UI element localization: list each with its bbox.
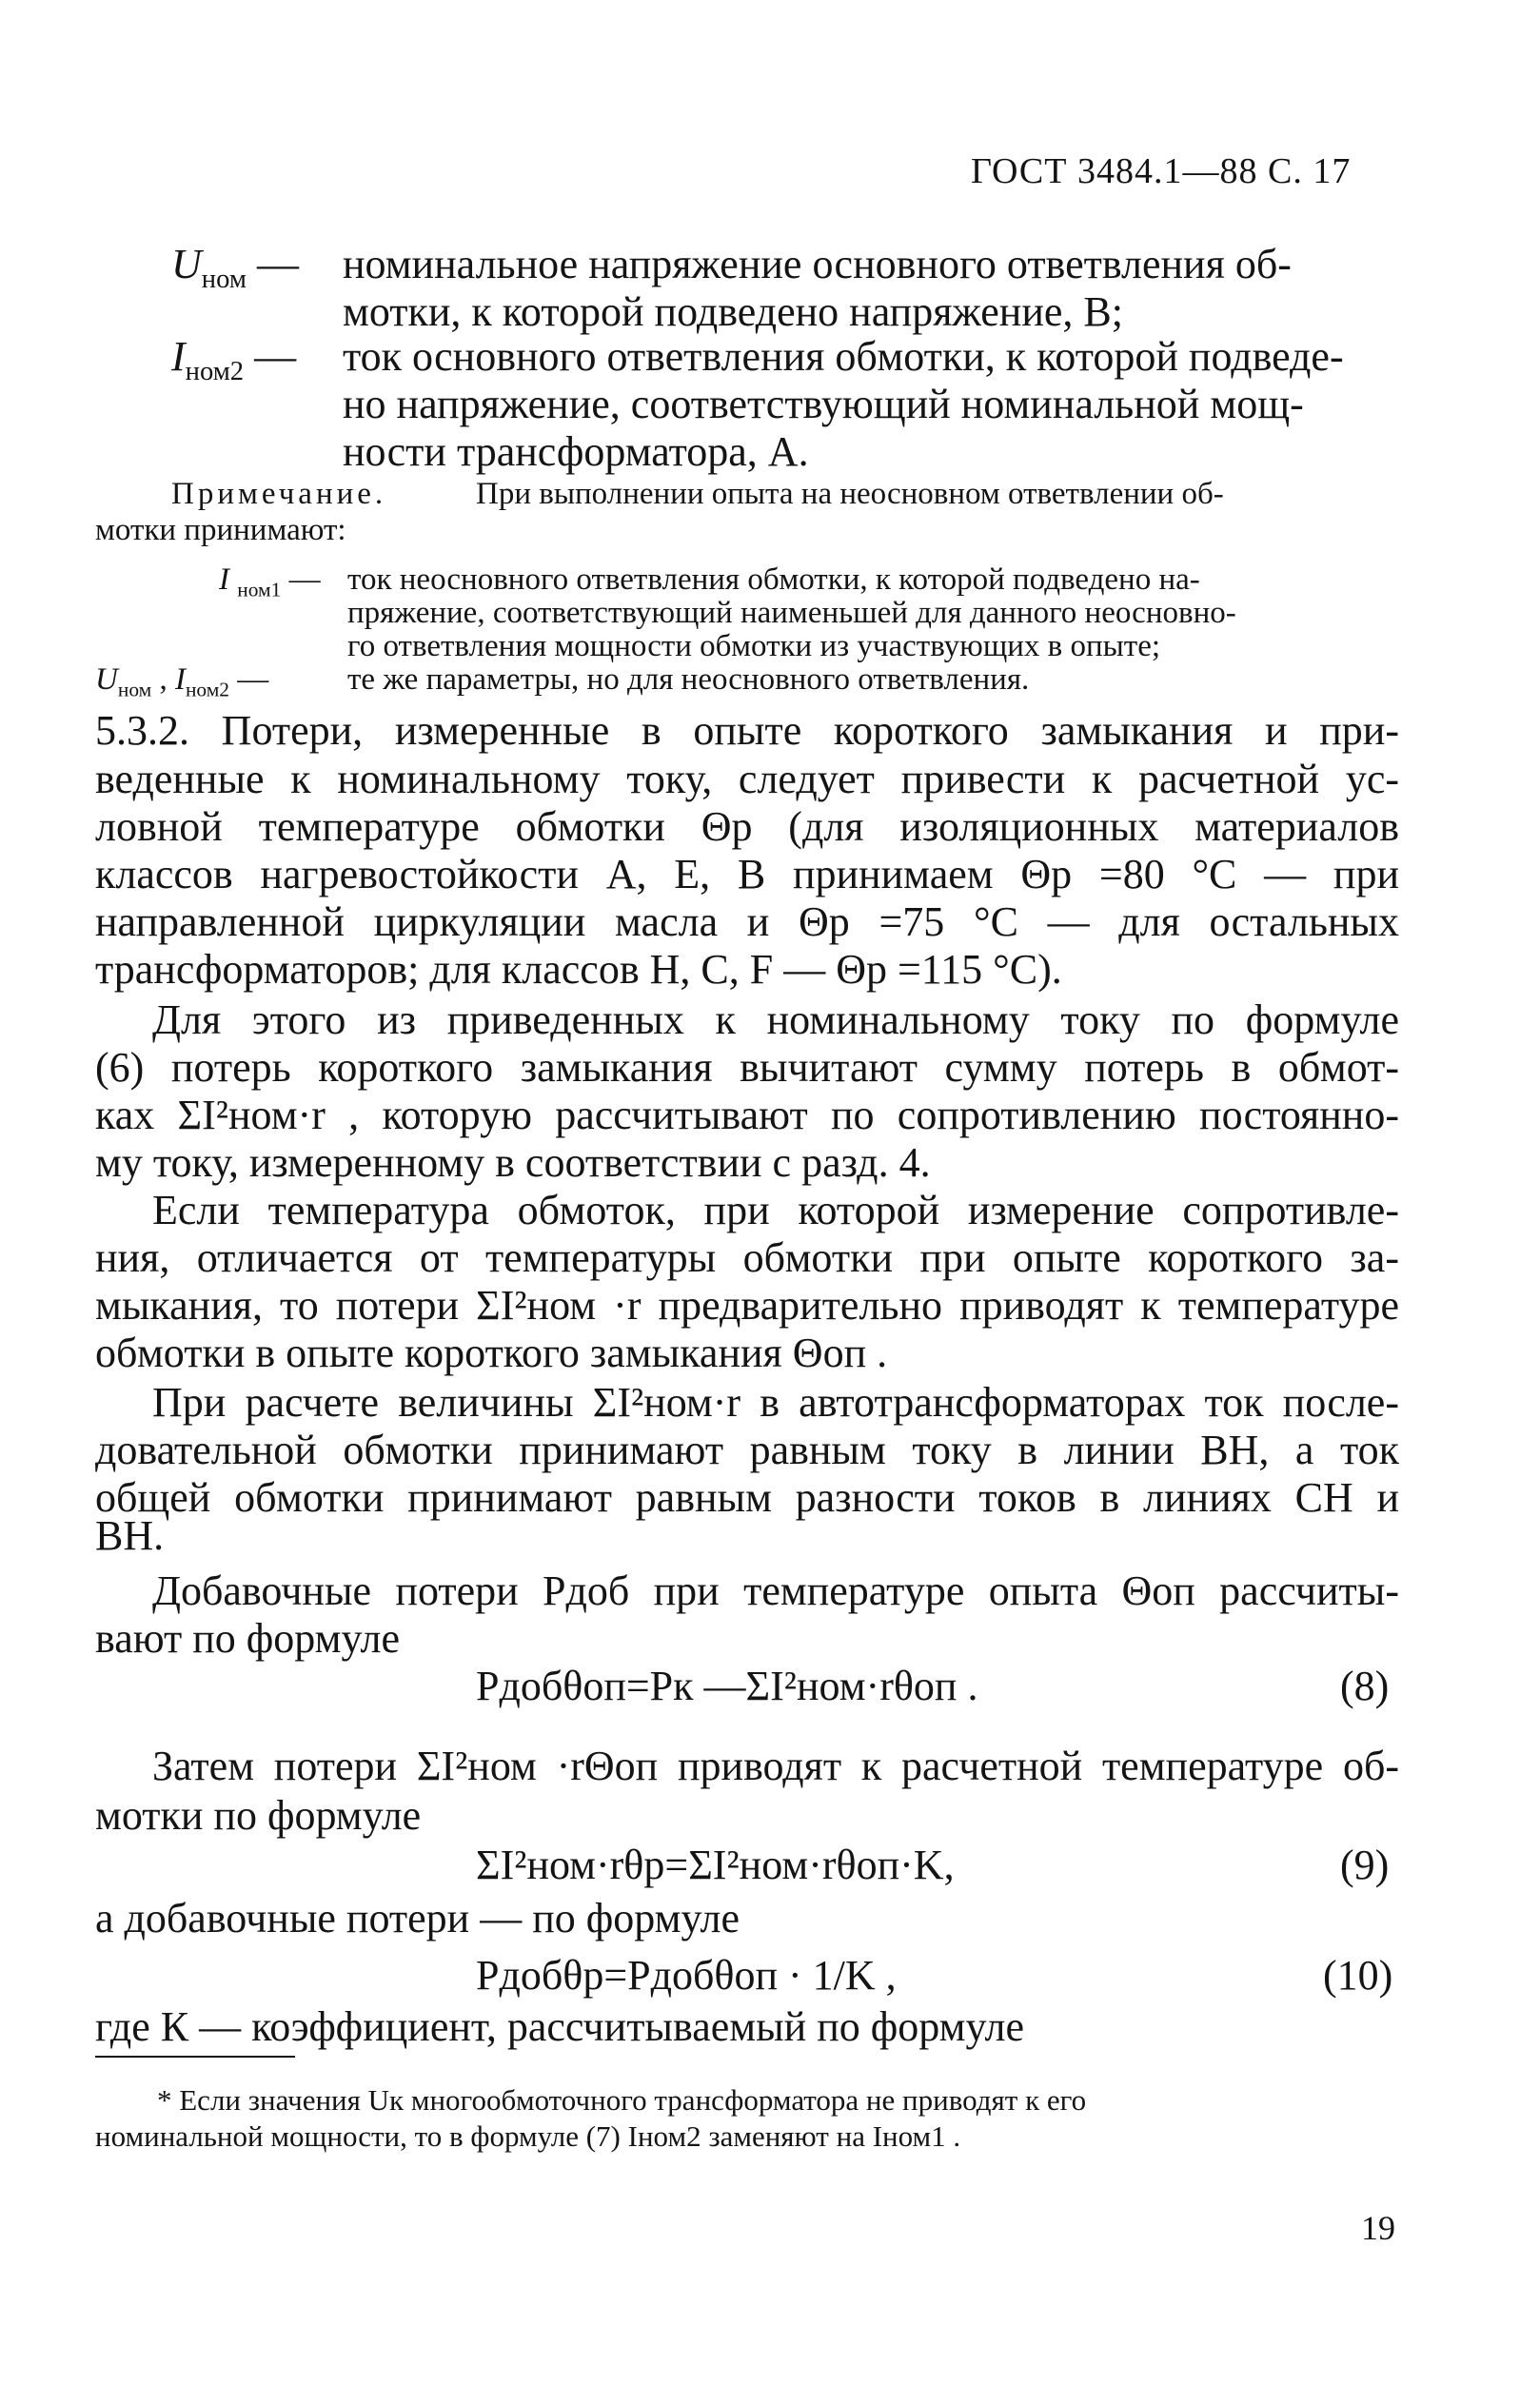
note-text: мотки принимают: <box>95 513 346 547</box>
note-item-text: пряжение, соответствующий наименьшей для данного неосновно- <box>347 596 1236 630</box>
footnote-line: номинальной мощности, то в формуле (7) Iном2 заменяют на Iном1 . <box>95 2119 961 2153</box>
paragraph-line: общей обмотки принимают равным разности токов в линиях СН и <box>95 1474 1399 1521</box>
paragraph-line: обмотки в опыте короткого замыкания Θоп . <box>95 1330 888 1376</box>
paragraph-line: ВН. <box>95 1512 165 1559</box>
paragraph-line: ках ΣI²ном·r , которую рассчитывают по сопротивлению постоянно- <box>95 1092 1399 1138</box>
definition-text: ности трансформатора, А. <box>343 428 809 475</box>
formula-9: ΣI²ном·rθр=ΣI²ном·rθоп·K, <box>476 1842 955 1888</box>
note-symbol: $U_{ном}$ , $I_{ном2}$ — <box>95 662 269 701</box>
formula-number: (8) <box>1340 1663 1390 1709</box>
paragraph-line: Для этого из приведенных к номинальному току по формуле <box>152 996 1399 1043</box>
note-item-text: ток неосновного ответвления обмотки, к которой подведено на- <box>347 562 1200 597</box>
formula-8: Pдобθоп=Pк —ΣI²ном·rθоп . <box>476 1663 978 1709</box>
note-symbol: I $_{ном1}$ — <box>219 562 321 601</box>
page-number: 19 <box>1361 2209 1395 2247</box>
footnote-line: * Если значения Uк многообмоточного трансформатора не приводят к его <box>157 2083 1087 2117</box>
paragraph-line: Добавочные потери Pдоб при температуре опыта Θоп рассчиты- <box>152 1567 1399 1614</box>
definition-symbol-inom2: $I_{ном2}$ — <box>171 333 297 386</box>
note-item-text: те же параметры, но для неосновного ответвления. <box>347 662 1030 697</box>
paragraph-line: направленной циркуляции масла и Θр =75 °С — для остальных <box>95 898 1399 945</box>
formula-10: Pдобθр=Pдобθоп · 1/K , <box>476 1952 897 1999</box>
paragraph-line: Затем потери ΣI²ном ·rΘоп приводят к расчетной температуре об- <box>152 1743 1399 1789</box>
paragraph-line: где К — коэффициент, рассчитываемый по формуле <box>95 2003 1024 2050</box>
paragraph-line: му току, измеренному в соответствии с разд. 4. <box>95 1139 931 1186</box>
footnote-divider <box>95 2056 295 2058</box>
page-header: ГОСТ 3484.1—88 С. 17 <box>971 151 1352 191</box>
paragraph-line: Если температура обмоток, при которой измерение сопротивле- <box>152 1187 1399 1233</box>
definition-symbol-unom: $U_{ном}$ — <box>171 241 299 294</box>
definition-text: но напряжение, соответствующий номинальной мощ- <box>343 381 1304 427</box>
paragraph-line: мыкания, то потери ΣI²ном ·r предварительно приводят к температуре <box>95 1282 1399 1329</box>
paragraph-line: веденные к номинальному току, следует привести к расчетной ус- <box>95 756 1399 802</box>
paragraph-line: довательной обмотки принимают равным току в линии ВН, а ток <box>95 1427 1399 1473</box>
paragraph-line: мотки по формуле <box>95 1792 422 1839</box>
definition-text: ток основного ответвления обмотки, к которой подведе- <box>343 333 1344 380</box>
note-title: Примечание. <box>171 477 387 511</box>
paragraph-line: (6) потерь короткого замыкания вычитают сумму потерь в обмот- <box>95 1044 1399 1091</box>
note-text: При выполнении опыта на неосновном ответвлении об- <box>476 477 1224 511</box>
definition-text: мотки, к которой подведено напряжение, В; <box>343 288 1123 335</box>
definition-text: номинальное напряжение основного ответвления об- <box>343 241 1292 287</box>
paragraph-line: 5.3.2. Потери, измеренные в опыте короткого замыкания и при- <box>95 707 1399 754</box>
paragraph-line: трансформаторов; для классов Н, С, F — Θр =115 °С). <box>95 946 1062 993</box>
note-item-text: го ответвления мощности обмотки из участвующих в опыте; <box>347 629 1161 663</box>
paragraph-line: При расчете величины ΣI²ном·r в автотрансформаторах ток после- <box>152 1379 1399 1426</box>
paragraph-line: вают по формуле <box>95 1615 401 1662</box>
paragraph-line: ловной температуре обмотки Θр (для изоляционных материалов <box>95 803 1399 850</box>
formula-number: (10) <box>1323 1952 1393 1999</box>
paragraph-line: ния, отличается от температуры обмотки при опыте короткого за- <box>95 1234 1399 1281</box>
formula-number: (9) <box>1340 1842 1390 1888</box>
paragraph-line: а добавочные потери — по формуле <box>95 1895 740 1942</box>
paragraph-line: классов нагревостойкости А, Е, В принимаем Θр =80 °С — при <box>95 851 1399 897</box>
